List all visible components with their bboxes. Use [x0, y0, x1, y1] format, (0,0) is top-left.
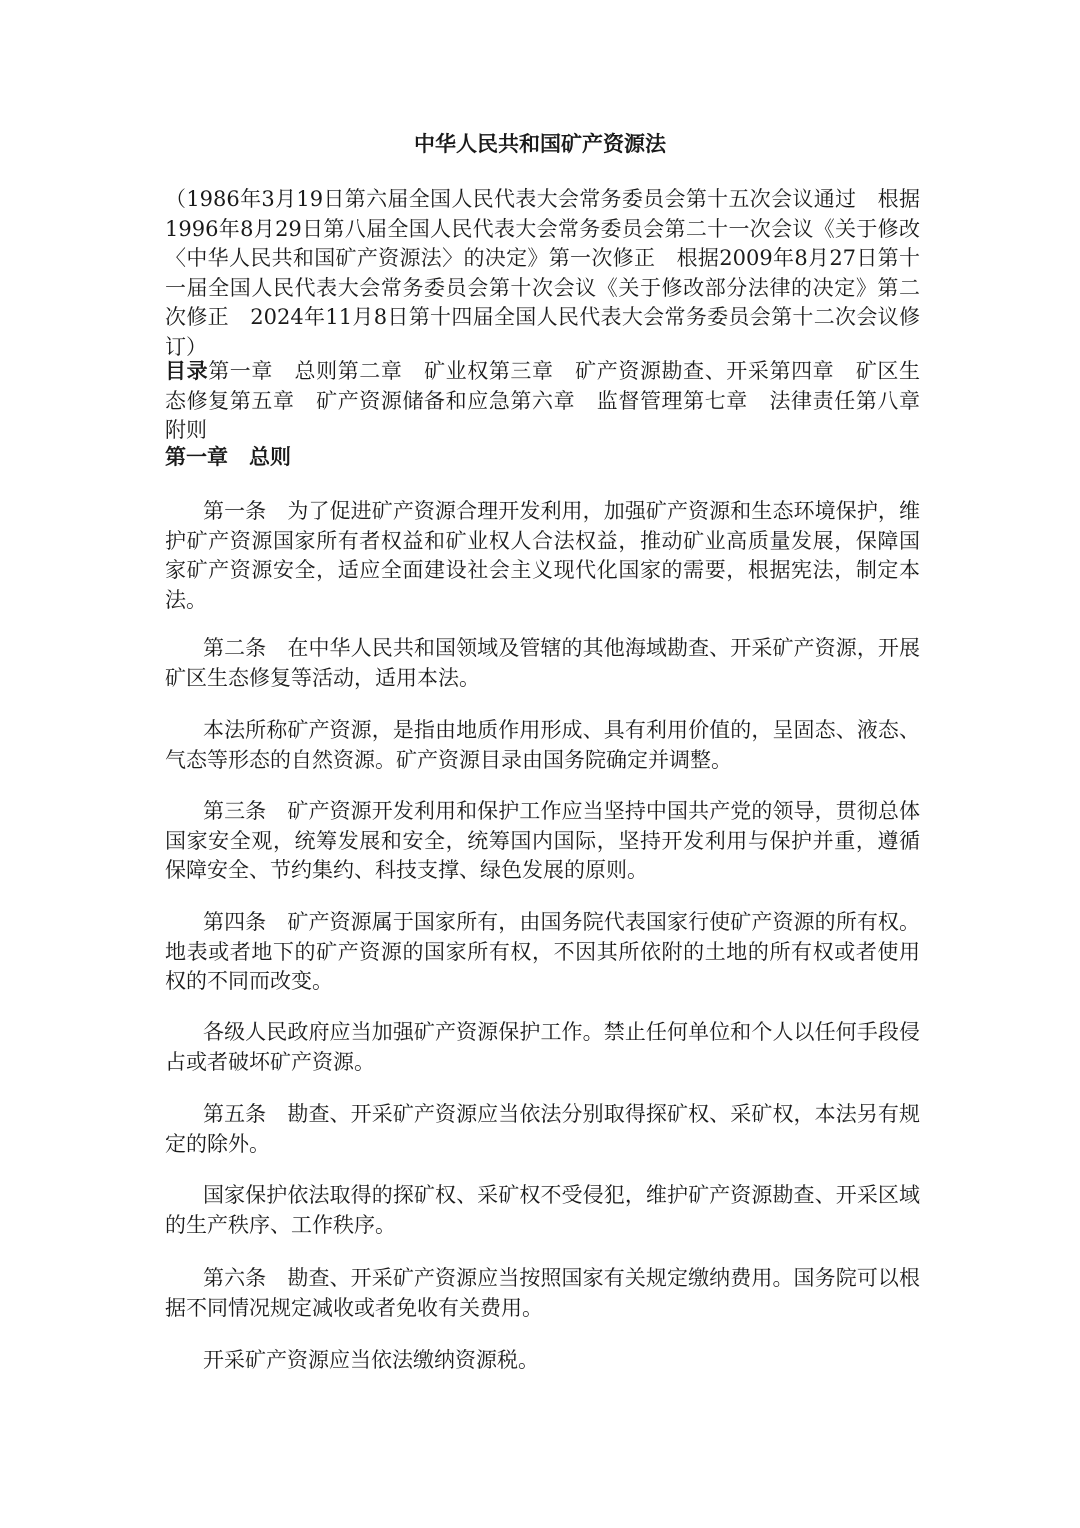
toc-label: 目录 — [165, 358, 209, 383]
chapter-heading: 第一章 总则 — [165, 444, 291, 469]
preamble: （1986年3月19日第六届全国人民代表大会常务委员会第十五次会议通过 根据1996年8月29日第八届全国人民代表大会常务委员会第二十一次会议《关于修改〈中华人民共和国矿产资源法〉的决定》第一次修正 根据2009年8月27日第十一届全国人民代表大会常务委员会第十次会议《关于修改部分法律的决定》第二次修正 2024年11月8日第十四届全国人民代表大会常务委员会第十二次会议修订） — [165, 187, 920, 359]
article-paragraph: 第一条 为了促进矿产资源合理开发利用，加强矿产资源和生态环境保护，维护矿产资源国家所有者权益和矿业权人合法权益，推动矿业高质量发展，保障国家矿产资源安全，适应全面建设社会主义现代化国家的需要，根据宪法，制定本法。 — [165, 499, 920, 612]
article-paragraph: 本法所称矿产资源，是指由地质作用形成、具有利用价值的，呈固态、液态、气态等形态的自然资源。矿产资源目录由国务院确定并调整。 — [165, 718, 920, 772]
article-paragraph: 国家保护依法取得的探矿权、采矿权不受侵犯，维护矿产资源勘查、开采区域的生产秩序、工作秩序。 — [165, 1183, 920, 1237]
article-paragraph: 开采矿产资源应当依法缴纳资源税。 — [203, 1348, 539, 1372]
table-of-contents — [165, 356, 941, 446]
document-title: 中华人民共和国矿产资源法 — [414, 131, 666, 156]
article-paragraph: 第六条 勘查、开采矿产资源应当按照国家有关规定缴纳费用。国务院可以根据不同情况规定减收或者免收有关费用。 — [165, 1266, 920, 1320]
article-paragraph: 第三条 矿产资源开发利用和保护工作应当坚持中国共产党的领导，贯彻总体国家安全观，统筹发展和安全，统筹国内国际，坚持开发利用与保护并重，遵循保障安全、节约集约、科技支撑、绿色发展的原则。 — [165, 799, 920, 883]
article-paragraph: 各级人民政府应当加强矿产资源保护工作。禁止任何单位和个人以任何手段侵占或者破坏矿产资源。 — [165, 1020, 920, 1074]
article-paragraph: 第五条 勘查、开采矿产资源应当依法分别取得探矿权、采矿权，本法另有规定的除外。 — [165, 1102, 920, 1156]
toc-text: 第一章 总则第二章 矿业权第三章 矿产资源勘查、开采第四章 矿区生态修复第五章 矿产资源储备和应急第六章 监督管理第七章 法律责任第八章 附则 — [165, 359, 941, 443]
article-paragraph: 第四条 矿产资源属于国家所有，由国务院代表国家行使矿产资源的所有权。地表或者地下的矿产资源的国家所有权，不因其所依附的土地的所有权或者使用权的不同而改变。 — [165, 910, 920, 994]
article-paragraph: 第二条 在中华人民共和国领域及管辖的其他海域勘查、开采矿产资源，开展矿区生态修复等活动，适用本法。 — [165, 636, 920, 690]
